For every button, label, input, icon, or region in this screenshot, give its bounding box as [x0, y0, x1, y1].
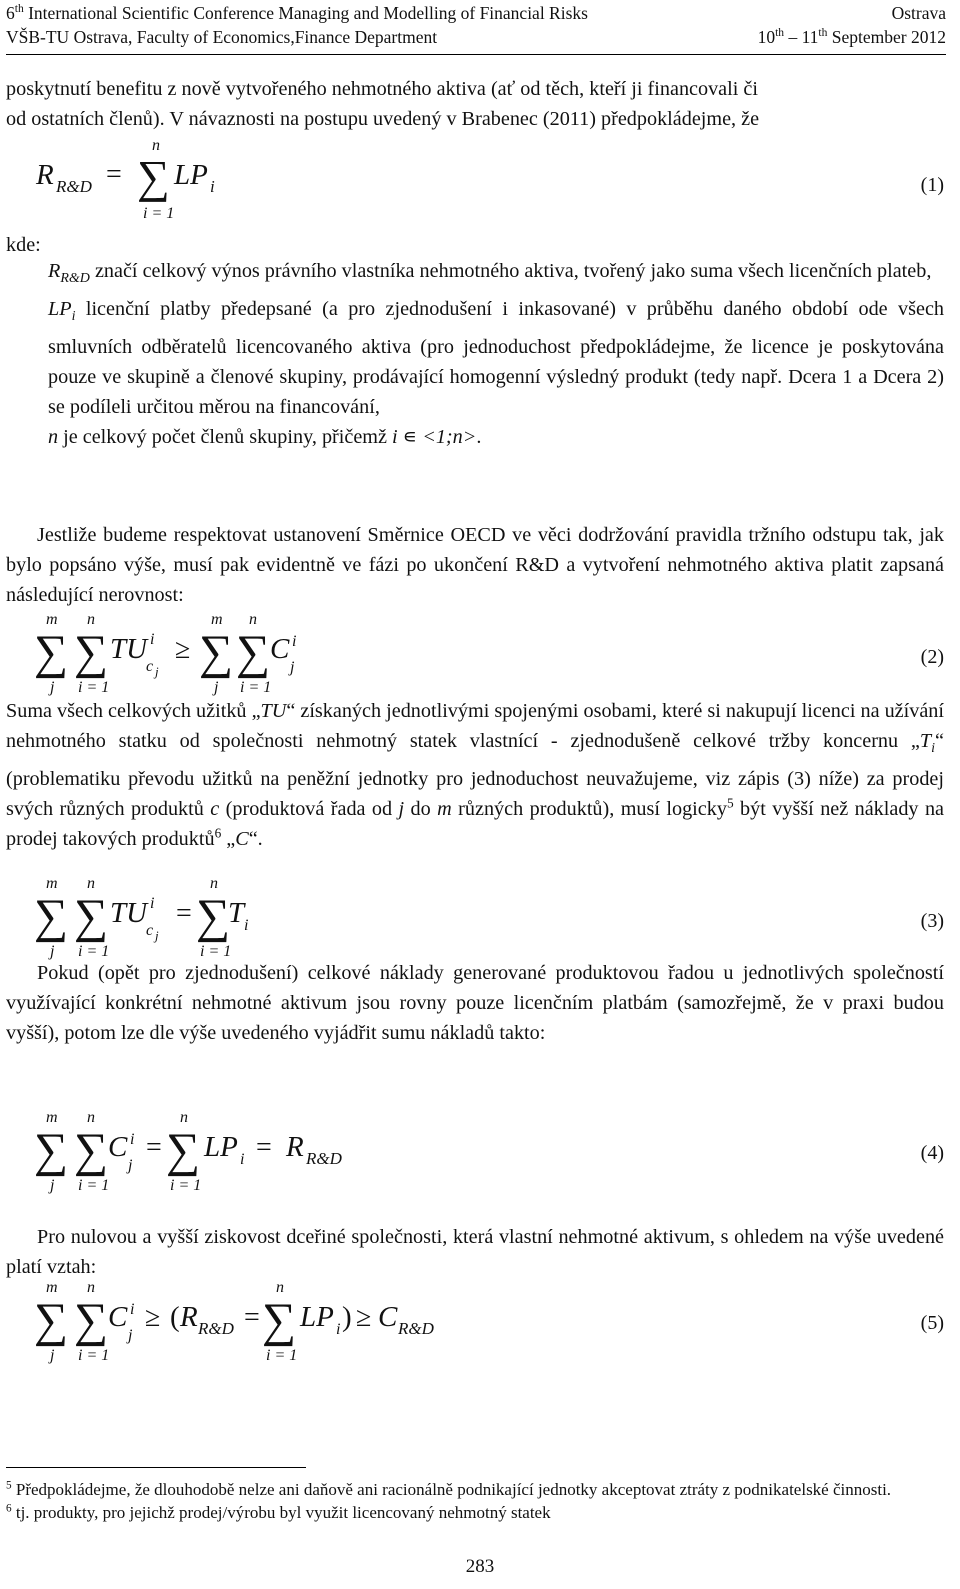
eq3-i1a: i = 1	[78, 943, 110, 960]
eq2-m1: m	[46, 611, 58, 628]
equation-3	[0, 874, 960, 970]
eq4-C: C	[108, 1131, 128, 1163]
eq5-sum3: ∑	[262, 1294, 297, 1347]
intro-line-1: poskytnutí benefitu z nově vytvořeného nehmotného aktiva (ať od těch, kteří ji financovali či	[6, 78, 758, 100]
eq3-sum1: ∑	[34, 890, 69, 943]
eq5-C2: C	[378, 1301, 398, 1333]
footnotes	[6, 1478, 944, 1524]
eq5-i1a: i = 1	[78, 1347, 110, 1364]
eq5-n1: n	[87, 1279, 95, 1296]
eq4-equals2: =	[256, 1132, 272, 1163]
eq4-i1a: i = 1	[78, 1177, 110, 1194]
eq5-equals: =	[244, 1302, 260, 1333]
eq1-i: i	[210, 177, 215, 196]
equation-1-number: (1)	[920, 174, 944, 196]
eq2-geq: ≥	[175, 634, 191, 665]
eq1-RD: R&D	[56, 177, 92, 196]
eq5-sum1: ∑	[34, 1294, 69, 1347]
eq4-LP: LP	[204, 1131, 238, 1163]
eq2-m2: m	[211, 611, 223, 628]
eq1-upper-n: n	[152, 137, 160, 154]
equation-4	[0, 1108, 960, 1204]
equation-1	[0, 138, 960, 234]
kde-label: kde:	[6, 234, 41, 256]
eq5-C-i: i	[130, 1301, 135, 1318]
eq3-sum3: ∑	[196, 890, 231, 943]
definition-LP-i: $LP_i$ licenční platby předepsané (a pro zjednodušení i inkasované) v průběhu daného období ode všech smluvních odběratelů licencovaného aktiva (pro jednoduchost předpokládejme, že licence je poskytována pouze ve skupině a členové skupiny, prodávající homogenní výsledný produkt (tedy např. Dcera 1 a Dcera 2) se podíleli určitou měrou na financování,	[48, 298, 944, 419]
eq4-R: R	[286, 1131, 304, 1163]
conference-title: 6th International Scientific Conference Managing and Modelling of Financial Risks	[6, 3, 588, 23]
equation-3-number: (3)	[920, 910, 944, 932]
eq3-j: j	[50, 943, 55, 960]
eq2-sum2: ∑	[74, 626, 109, 679]
page-number: 283	[465, 1556, 495, 1577]
eq4-i1b: i = 1	[170, 1177, 202, 1194]
eq2-i-sup: i	[150, 631, 155, 648]
eq4-n2: n	[180, 1109, 188, 1126]
eq5-R: R	[180, 1301, 198, 1333]
conference-city: Ostrava	[891, 3, 946, 23]
eq5-LP: LP	[300, 1301, 334, 1333]
eq5-C-j: j	[128, 1327, 133, 1344]
eq1-LP: LP	[174, 159, 208, 191]
eq3-i-sup: i	[150, 895, 155, 912]
eq2-sum3: ∑	[199, 626, 234, 679]
definition-n: n je celkový počet členů skupiny, přičemž i ∊ <1;n>.	[48, 426, 482, 449]
eq5-j: j	[50, 1347, 55, 1364]
eq3-c: c	[146, 922, 154, 939]
equation-2-number: (2)	[920, 646, 944, 668]
paragraph-costs: Pokud (opět pro zjednodušení) celkové náklady generované produktovou řadou u jednotlivých společností využívající konkrétní nehmotné aktivum jsou rovny pouze licenčním platbám (samozřejmě, že v praxi budou vyšší), potom lze dle výše uvedeného vyjádřit sumu nákladů takto:	[6, 962, 944, 1044]
footnote-6: $^6$ tj. produkty, pro jejichž prodej/výrobu byl využit licencovaný nehmotný statek	[6, 1502, 551, 1522]
intro-line-2: od ostatních členů). V návaznosti na postupu uvedený v Brabenec (2011) předpokládejme, že	[6, 108, 760, 130]
eq2-sum4: ∑	[236, 626, 271, 679]
eq2-j2: j	[214, 679, 219, 696]
paragraph-oecd: Jestliže budeme respektovat ustanovení Směrnice OECD ve věci dodržování pravidla tržního odstupu tak, jak bylo popsáno výše, musí pak evidentně ve fázi po ukončení R&D a vytvoření nehmotného aktiva platit zapsaná následující nerovnost:	[6, 524, 944, 606]
paragraph-utility-sum: Suma všech celkových užitků „TU“ získaných jednotlivými spojenými osobami, které si nakupují licenci na užívání nehmotného statku od společnosti nehmotný statek vlastnící - zjednodušeně celkové tržby koncernu $„T_i“$ (problematiku převodu užitků na peněžní jednotky pro jednoduchost neuvažujeme, viz zápis (3) níže) za prodej svých různých produktů c (produktová řada od j do m různých produktů), musí logicky$^5$ být vyšší než náklady na prodej takových produktů$^6$ „C“.	[6, 700, 945, 851]
paragraph-profitability: Pro nulovou a vyšší ziskovost dceřiné společnosti, která vlastní nehmotné aktivum, s ohledem na výše uvedené platí vztah:	[6, 1226, 944, 1278]
eq5-lparen: (	[170, 1301, 180, 1333]
eq4-m: m	[46, 1109, 58, 1126]
eq1-R: R	[36, 159, 54, 191]
conference-header-line2	[6, 27, 946, 48]
definitions-list	[48, 256, 944, 452]
eq4-C-j: j	[128, 1157, 133, 1174]
footnote-5: $^5$ Předpokládejme, že dlouhodobě nelze ani daňově ani racionálně podnikající jednotky akceptovat ztráty z podnikatelské činnosti.	[6, 1479, 892, 1499]
eq4-sum2: ∑	[74, 1124, 109, 1177]
eq2-n2: n	[249, 611, 257, 628]
eq3-c-j: j	[155, 928, 159, 943]
eq5-LP-i: i	[336, 1321, 341, 1338]
intro-paragraph	[6, 74, 944, 134]
eq5-i1b: i = 1	[266, 1347, 298, 1364]
conference-date: 10th – 11th September 2012	[757, 27, 946, 47]
equation-5	[0, 1278, 960, 1374]
eq2-i1a: i = 1	[78, 679, 110, 696]
eq5-rparen: )	[342, 1301, 352, 1333]
eq2-C: C	[270, 633, 290, 665]
eq5-RD: R&D	[198, 1319, 234, 1338]
eq5-geq1: ≥	[145, 1302, 161, 1333]
eq5-n2: n	[276, 1279, 284, 1296]
definition-R-RD: $R_{R\&D}$ značí celkový výnos právního vlastníka nehmotného aktiva, tvořený jako suma všech licenčních plateb,	[48, 260, 932, 287]
eq3-T-i: i	[244, 917, 249, 934]
eq3-T: T	[228, 897, 245, 929]
conference-header-line1	[6, 3, 946, 24]
eq1-lower: i = 1	[143, 205, 175, 222]
eq3-n1: n	[87, 875, 95, 892]
footnote-rule	[6, 1467, 306, 1468]
eq2-c-j: j	[155, 664, 159, 679]
eq2-j1: j	[50, 679, 55, 696]
footnote-ref-6[interactable]: 6	[214, 825, 222, 841]
eq5-C: C	[108, 1301, 128, 1333]
eq5-geq2: ≥	[356, 1302, 372, 1333]
eq2-i1b: i = 1	[240, 679, 272, 696]
eq4-RD: R&D	[306, 1149, 342, 1168]
eq2-sum1: ∑	[34, 626, 69, 679]
eq2-n1: n	[87, 611, 95, 628]
eq5-C-RD: R&D	[398, 1319, 434, 1338]
eq5-sum2: ∑	[74, 1294, 109, 1347]
eq3-m: m	[46, 875, 58, 892]
eq4-n1: n	[87, 1109, 95, 1126]
eq3-sum2: ∑	[74, 890, 109, 943]
eq4-sum1: ∑	[34, 1124, 69, 1177]
eq4-equals1: =	[146, 1132, 162, 1163]
eq4-LP-i: i	[240, 1151, 245, 1168]
equation-5-number: (5)	[920, 1312, 944, 1334]
eq2-C-i: i	[292, 633, 297, 650]
eq1-sum: ∑	[137, 151, 170, 202]
footnote-ref-5[interactable]: 5	[726, 795, 734, 811]
eq3-i1b: i = 1	[200, 943, 232, 960]
eq4-C-i: i	[130, 1131, 135, 1148]
eq2-TU: TU	[110, 633, 148, 665]
eq3-n2: n	[210, 875, 218, 892]
eq2-C-j: j	[290, 659, 295, 676]
eq2-c: c	[146, 658, 154, 675]
eq4-sum3: ∑	[166, 1124, 201, 1177]
eq5-m: m	[46, 1279, 58, 1296]
eq4-j: j	[50, 1177, 55, 1194]
header-rule	[6, 54, 946, 55]
eq3-TU: TU	[110, 897, 148, 929]
equation-2	[0, 610, 960, 706]
eq1-equals: =	[106, 159, 122, 190]
equation-4-number: (4)	[920, 1142, 944, 1164]
eq3-equals: =	[176, 898, 192, 929]
conference-organizer: VŠB-TU Ostrava, Faculty of Economics,Finance Department	[6, 27, 438, 47]
